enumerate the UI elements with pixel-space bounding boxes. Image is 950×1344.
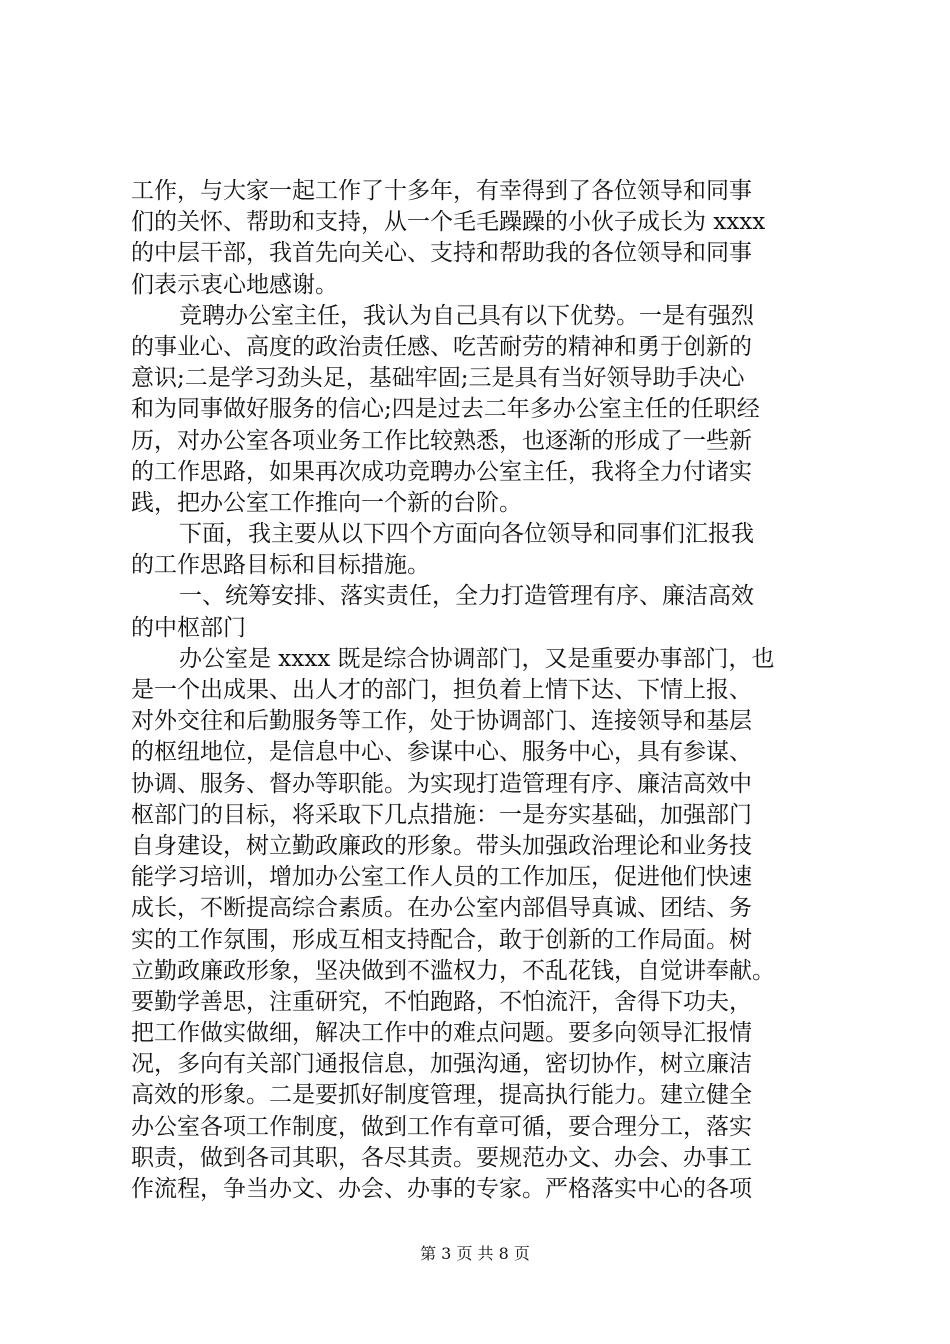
text-line: 们的关怀、帮助和支持，从一个毛毛躁躁的小伙子成长为 xxxx — [131, 209, 766, 236]
text-line: 枢部门的目标，将采取下几点措施：一是夯实基础，加强部门 — [131, 801, 752, 828]
page-number-label: 第 3 页 共 8 页 — [420, 1244, 530, 1263]
text-line: 职责，做到各司其职，各尽其责。要规范办文、办会、办事工 — [131, 1144, 752, 1171]
text-line: 一、统筹安排、落实责任，全力打造管理有序、廉洁高效 — [179, 583, 754, 610]
text-line: 把工作做实做细，解决工作中的难点问题。要多向领导汇报情 — [131, 1020, 752, 1047]
text-line: 自身建设，树立勤政廉政的形象。带头加强政治理论和业务技 — [131, 832, 752, 859]
text-line: 的工作思路目标和目标措施。 — [131, 552, 430, 579]
text-line: 意识;二是学习劲头足，基础牢固;三是具有当好领导助手决心 — [131, 365, 745, 392]
page-footer — [0, 1244, 950, 1264]
text-line: 况，多向有关部门通报信息，加强沟通，密切协作，树立廉洁 — [131, 1051, 752, 1078]
text-line: 实的工作氛围，形成互相支持配合，敢于创新的工作局面。树 — [131, 926, 752, 953]
text-line: 对外交往和后勤服务等工作，处于协调部门、连接领导和基层 — [131, 708, 752, 735]
text-line: 办公室各项工作制度，做到工作有章可循，要合理分工，落实 — [131, 1113, 752, 1140]
text-line: 成长，不断提高综合素质。在办公室内部倡导真诚、团结、务 — [131, 895, 752, 922]
text-line: 的中层干部，我首先向关心、支持和帮助我的各位领导和同事 — [131, 240, 752, 267]
text-line: 要勤学善思，注重研究，不怕跑路，不怕流汗，舍得下功夫， — [131, 988, 752, 1015]
text-line: 下面，我主要从以下四个方面向各位领导和同事们汇报我 — [179, 521, 754, 548]
text-line: 的事业心、高度的政治责任感、吃苦耐劳的精神和勇于创新的 — [131, 333, 752, 360]
text-line: 历，对办公室各项业务工作比较熟悉，也逐渐的形成了一些新 — [131, 427, 752, 454]
text-line: 能学习培训，增加办公室工作人员的工作加压，促进他们快速 — [131, 864, 752, 891]
text-line: 践，把办公室工作推向一个新的台阶。 — [131, 489, 522, 516]
text-line: 是一个出成果、出人才的部门，担负着上情下达、下情上报、 — [131, 677, 752, 703]
text-line: 们表示衷心地感谢。 — [131, 271, 338, 298]
text-line: 协调、服务、督办等职能。为实现打造管理有序、廉洁高效中 — [131, 770, 752, 797]
text-line: 高效的形象。二是要抓好制度管理，提高执行能力。建立健全 — [131, 1082, 752, 1109]
text-line: 作流程，争当办文、办会、办事的专家。严格落实中心的各项 — [131, 1176, 752, 1202]
document-body — [131, 176, 831, 1205]
text-line: 的中枢部门 — [131, 614, 246, 641]
text-line: 竞聘办公室主任，我认为自己具有以下优势。一是有强烈 — [179, 302, 754, 329]
text-line: 立勤政廉政形象，坚决做到不滥权力，不乱花钱，自觉讲奉献。 — [131, 957, 775, 984]
text-line: 工作，与大家一起工作了十多年，有幸得到了各位领导和同事 — [131, 178, 752, 204]
text-line: 的枢纽地位，是信息中心、参谋中心、服务中心，具有参谋、 — [131, 739, 752, 766]
text-line: 的工作思路，如果再次成功竞聘办公室主任，我将全力付诸实 — [131, 458, 752, 485]
text-line: 办公室是 xxxx 既是综合协调部门，又是重要办事部门，也 — [179, 645, 775, 672]
text-line: 和为同事做好服务的信心;四是过去二年多办公室主任的任职经 — [131, 396, 760, 423]
